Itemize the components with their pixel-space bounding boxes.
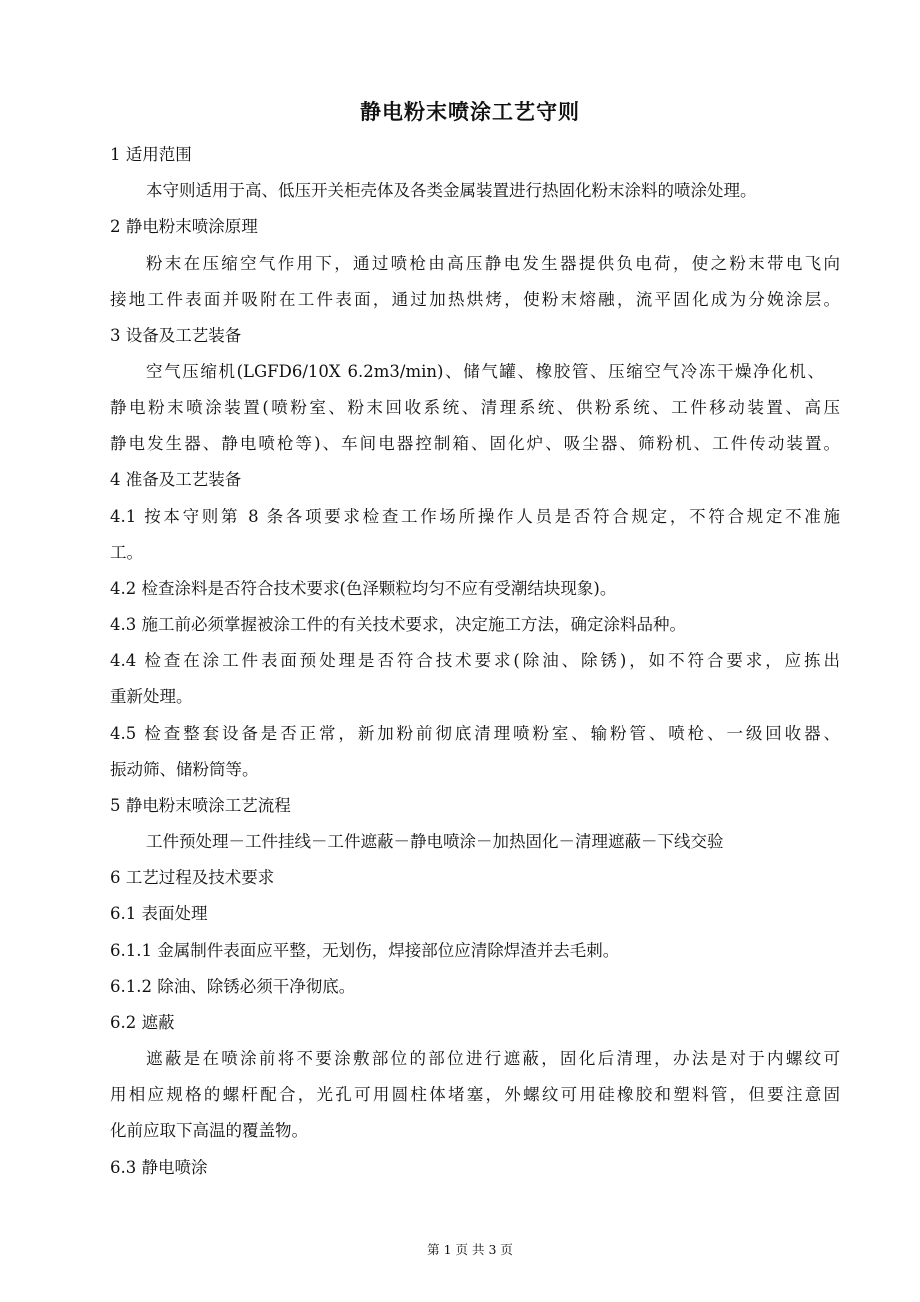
list-item-6-1-1: 6.1.1 金属制件表面应平整，无划伤，焊接部位应清除焊渣并去毛刺。 bbox=[110, 941, 620, 960]
list-item-4-1: 4.1 按本守则第 8 条各项要求检查工作场所操作人员是否符合规定，不符合规定不准施 bbox=[110, 507, 840, 526]
paragraph-line: 空气压缩机(LGFD6/10X 6.2m3/min)、储气罐、橡胶管、压缩空气冷冻干燥净化机、 bbox=[146, 362, 824, 381]
list-item-4-3: 4.3 施工前必须掌握被涂工件的有关技术要求，决定施工方法，确定涂料品种。 bbox=[110, 615, 686, 634]
paragraph-line: 本守则适用于高、低压开关柜壳体及各类金属装置进行热固化粉末涂料的喷涂处理。 bbox=[146, 181, 757, 200]
list-item-continuation: 工。 bbox=[110, 543, 143, 562]
paragraph-line: 用相应规格的螺杆配合，光孔可用圆柱体堵塞，外螺纹可用硅橡胶和塑料管，但要注意固 bbox=[110, 1085, 840, 1104]
list-item-4-5: 4.5 检查整套设备是否正常，新加粉前彻底清理喷粉室、输粉管、喷枪、一级回收器、 bbox=[110, 724, 840, 743]
paragraph-line: 静电发生器、静电喷枪等)、车间电器控制箱、固化炉、吸尘器、筛粉机、工件传动装置。 bbox=[110, 434, 840, 453]
paragraph-line: 化前应取下高温的覆盖物。 bbox=[110, 1121, 308, 1140]
list-item-continuation: 重新处理。 bbox=[110, 687, 193, 706]
paragraph-line: 接地工件表面并吸附在工件表面，通过加热烘烤，使粉末熔融，流平固化成为分娩涂层。 bbox=[110, 290, 840, 309]
paragraph-line: 静电粉末喷涂装置(喷粉室、粉末回收系统、清理系统、供粉系统、工件移动装置、高压 bbox=[110, 398, 840, 417]
list-item-4-2: 4.2 检查涂料是否符合技术要求(色泽颗粒均匀不应有受潮结块现象)。 bbox=[110, 579, 617, 598]
page-title: 静电粉末喷涂工艺守则 bbox=[360, 99, 580, 124]
heading-section-1: 1 适用范围 bbox=[110, 145, 192, 164]
heading-section-3: 3 设备及工艺装备 bbox=[110, 326, 242, 345]
list-item-4-4: 4.4 检查在涂工件表面预处理是否符合技术要求(除油、除锈)，如不符合要求，应拣出 bbox=[110, 651, 840, 670]
process-flow-line: 工件预处理－工件挂线－工件遮蔽－静电喷涂－加热固化－清理遮蔽－下线交验 bbox=[146, 832, 724, 851]
subheading-6-2: 6.2 遮蔽 bbox=[110, 1013, 175, 1032]
heading-section-6: 6 工艺过程及技术要求 bbox=[110, 868, 275, 887]
page-footer: 第 1 页 共 3 页 bbox=[427, 1242, 513, 1257]
paragraph-line: 粉末在压缩空气作用下，通过喷枪由高压静电发生器提供负电荷，使之粉末带电飞向 bbox=[146, 254, 840, 273]
subheading-6-1: 6.1 表面处理 bbox=[110, 904, 208, 923]
list-item-6-1-2: 6.1.2 除油、除锈必须干净彻底。 bbox=[110, 977, 356, 996]
list-item-continuation: 振动筛、储粉筒等。 bbox=[110, 760, 259, 779]
paragraph-line: 遮蔽是在喷涂前将不要涂敷部位的部位进行遮蔽，固化后清理，办法是对于内螺纹可 bbox=[146, 1049, 840, 1068]
subheading-6-3: 6.3 静电喷涂 bbox=[110, 1158, 208, 1177]
heading-section-2: 2 静电粉末喷涂原理 bbox=[110, 217, 258, 236]
heading-section-5: 5 静电粉末喷涂工艺流程 bbox=[110, 796, 291, 815]
heading-section-4: 4 准备及工艺装备 bbox=[110, 470, 242, 489]
